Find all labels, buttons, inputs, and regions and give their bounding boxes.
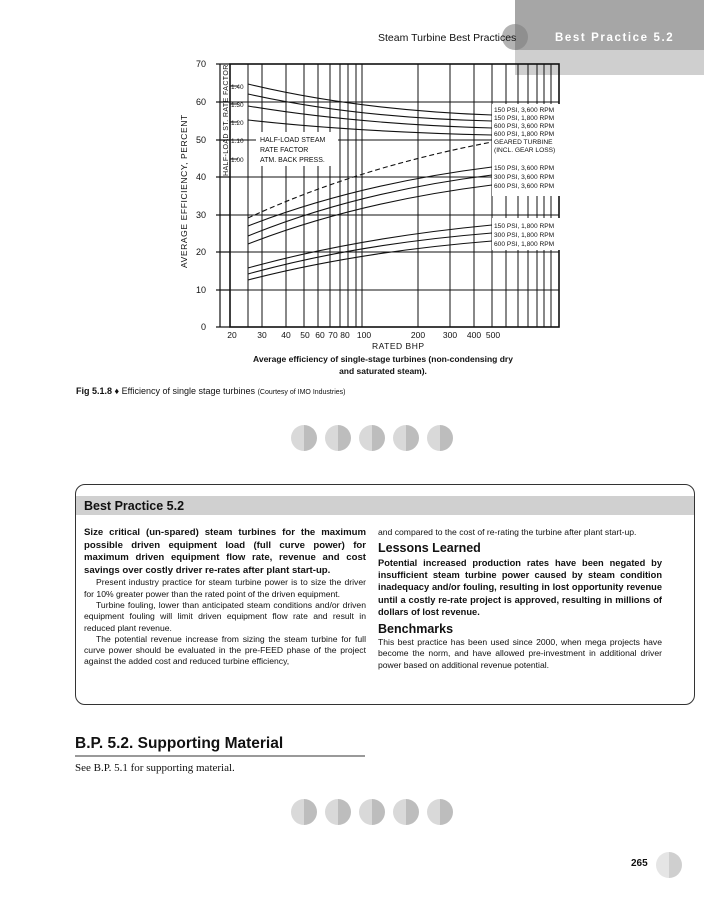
x-tick-label: 70 xyxy=(328,330,338,340)
x-tick-label: 300 xyxy=(442,330,458,340)
decorative-dots-bottom xyxy=(291,799,453,825)
running-header-title: Steam Turbine Best Practices xyxy=(378,32,517,44)
section-text: See B.P. 5.1 for supporting material. xyxy=(75,762,235,774)
factor-tick-label: 1.40 xyxy=(231,84,244,91)
x-tick-label: 500 xyxy=(485,330,501,340)
y-tick-label: 0 xyxy=(200,322,206,332)
half-circle-icon xyxy=(393,425,419,451)
lessons-learned-heading: Lessons Learned xyxy=(378,541,481,556)
x-tick-label: 50 xyxy=(300,330,310,340)
half-circle-icon xyxy=(393,799,419,825)
y-tick-label: 60 xyxy=(195,97,206,107)
legend-entry: 150 PSI, 3,600 RPM xyxy=(494,165,555,172)
best-practice-left-column xyxy=(84,527,366,668)
y-tick-label: 70 xyxy=(195,59,206,69)
factor-tick-label: 1.20 xyxy=(231,120,244,127)
best-practice-lead: Size critical (un-spared) steam turbines for the maximum possible driven equipment load (full curve power) for maximum driven equipment flow rate, revenue and cost savings over costly driver re-rates after plant start-up. xyxy=(84,527,366,576)
curve-600psi-3600rpm-factor xyxy=(248,106,492,128)
legend-upper xyxy=(492,104,568,196)
decorative-dots-top xyxy=(291,425,453,451)
efficiency-chart xyxy=(176,58,576,378)
curve-600psi-1800rpm xyxy=(248,241,492,280)
factor-tick-label: 1.10 xyxy=(231,138,244,145)
legend-entry: 150 PSI, 1,800 RPM xyxy=(494,115,555,122)
chart-caption-line-2: and saturated steam). xyxy=(339,366,427,376)
x-tick-label: 80 xyxy=(340,330,350,340)
x-tick-label: 20 xyxy=(227,330,237,340)
best-practice-paragraph: and compared to the cost of re-rating the turbine after plant start-up. xyxy=(378,527,637,537)
x-tick-label: 30 xyxy=(257,330,267,340)
figure-source: (Courtesy of IMO Industries) xyxy=(257,389,346,396)
legend-entry: 600 PSI, 3,600 RPM xyxy=(494,183,555,190)
factor-tick-label: 1.30 xyxy=(231,102,244,109)
legend-entry: 600 PSI, 1,800 RPM xyxy=(494,241,555,248)
y-tick-label: 30 xyxy=(195,210,206,220)
caption-bullet: ♦ xyxy=(114,386,120,396)
curves xyxy=(248,84,492,280)
curve-150psi-1800rpm xyxy=(248,225,492,268)
chart-caption-line-1: Average efficiency of single-stage turbines (non-condensing dry xyxy=(253,354,513,364)
best-practice-paragraph: Turbine fouling, lower than anticipated steam conditions and/or driven equipment fouling will limit driven equipment flow rate and result in reduced plant revenue. xyxy=(84,599,366,633)
y-axis-label: AVERAGE EFFICIENCY, PERCENT xyxy=(179,114,189,268)
x-tick-labels xyxy=(227,330,500,340)
factor-tick-label: 1.00 xyxy=(231,157,244,164)
legend-entry: 150 PSI, 1,800 RPM xyxy=(494,223,555,230)
legend-entry: 300 PSI, 3,600 RPM xyxy=(494,174,555,181)
benchmarks-text: This best practice has been used since 2000, when mega projects have become the norm, and have allowed pre-investment in additional driver power based on additional revenue potential. xyxy=(378,636,662,670)
section-rule xyxy=(75,755,365,757)
half-circle-icon xyxy=(325,799,351,825)
inner-label: HALF-LOAD STEAM xyxy=(260,137,326,144)
inner-label: RATE FACTOR xyxy=(260,147,309,154)
half-circle-icon xyxy=(359,425,385,451)
legend-entry: (INCL. GEAR LOSS) xyxy=(494,147,556,154)
figure-caption-text: Efficiency of single stage turbines xyxy=(121,386,256,396)
legend-entry: GEARED TURBINE xyxy=(494,139,553,146)
curve-150psi-3600rpm-factor xyxy=(248,84,492,115)
y-tick-label: 20 xyxy=(195,247,206,257)
curve-300psi-3600rpm xyxy=(248,175,492,236)
legend-lower xyxy=(492,218,568,250)
half-circle-icon xyxy=(427,425,453,451)
x-tick-label: 200 xyxy=(410,330,426,340)
inner-label: ATM. BACK PRESS. xyxy=(260,157,325,164)
figure-label: Fig 5.1.8 xyxy=(76,386,113,396)
x-axis-label: RATED BHP xyxy=(372,341,425,351)
y-tick-labels xyxy=(196,59,206,332)
page-number-circle-icon xyxy=(656,852,682,878)
y-tick-label: 10 xyxy=(195,285,206,295)
figure-caption xyxy=(76,386,346,396)
y-tick-label: 40 xyxy=(195,172,206,182)
half-circle-icon xyxy=(291,425,317,451)
half-circle-icon xyxy=(359,799,385,825)
best-practice-title: Best Practice 5.2 xyxy=(84,499,185,513)
legend-entry: 300 PSI, 1,800 RPM xyxy=(494,232,555,239)
best-practice-right-column xyxy=(378,527,662,671)
best-practice-paragraph: Present industry practice for steam turbine power is to size the driver for 10% greater power than the rated point of the driven equipment. xyxy=(84,577,366,599)
running-header-section: Best Practice 5.2 xyxy=(555,32,675,44)
x-tick-label: 60 xyxy=(315,330,325,340)
half-circle-icon xyxy=(291,799,317,825)
inner-labels xyxy=(256,132,338,166)
best-practice-box xyxy=(75,484,695,705)
factor-axis-label: HALF-LOAD ST. RATE FACTOR xyxy=(223,64,230,176)
lessons-learned-text: Potential increased production rates have been negated by insufficient steam turbine power caused by steam condition inadequacy and/or fouling, resulting in lost opportunity revenue until a costly re-rate project is approved, resulting in millions of dollars of lost revenue. xyxy=(378,557,662,618)
x-tick-label: 100 xyxy=(356,330,372,340)
half-circle-icon xyxy=(325,425,351,451)
curve-300psi-1800rpm xyxy=(248,233,492,274)
curve-150psi-1800rpm-factor xyxy=(248,94,492,121)
factor-tick-labels xyxy=(231,84,244,164)
legend-entry: 600 PSI, 3,600 RPM xyxy=(494,123,555,130)
y-tick-label: 50 xyxy=(195,135,206,145)
half-circle-icon xyxy=(427,799,453,825)
x-tick-label: 40 xyxy=(281,330,291,340)
benchmarks-heading: Benchmarks xyxy=(378,621,454,636)
best-practice-paragraph: The potential revenue increase from sizing the steam turbine for full curve power should be evaluated in the pre-FEED phase of the project against the added cost and reduced turbine efficiency, xyxy=(84,633,366,667)
legend-entry: 150 PSI, 3,600 RPM xyxy=(494,107,555,114)
legend-entry: 600 PSI, 1,800 RPM xyxy=(494,131,555,138)
x-tick-label: 400 xyxy=(466,330,482,340)
section-heading: B.P. 5.2. Supporting Material xyxy=(75,735,284,752)
page-number: 265 xyxy=(631,858,648,869)
